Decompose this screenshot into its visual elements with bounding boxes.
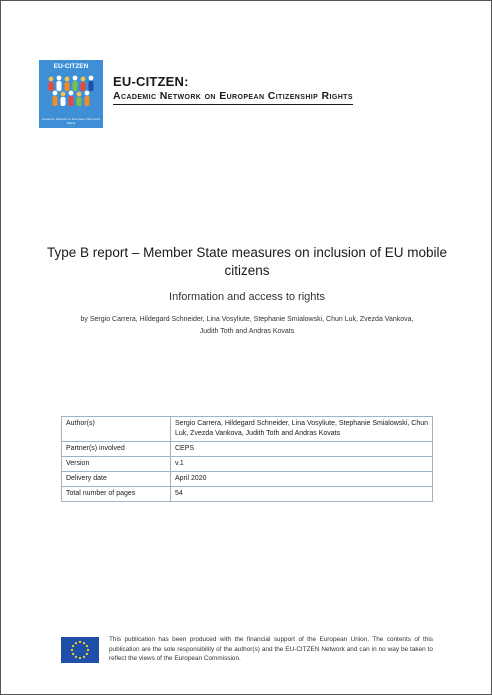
logo-subtitle: Academic Network on European Citizenship Rights xyxy=(41,117,101,125)
eu-flag-icon xyxy=(61,637,99,663)
table-label: Version xyxy=(62,457,171,472)
table-value: v.1 xyxy=(171,457,433,472)
funding-disclaimer xyxy=(61,635,433,669)
people-crowd-icon xyxy=(43,73,99,115)
network-subtitle: Academic Network on European Citizenship Rights xyxy=(113,90,353,105)
network-title: EU-CITZEN: xyxy=(113,74,189,89)
table-label: Delivery date xyxy=(62,472,171,487)
table-value: 54 xyxy=(171,487,433,502)
table-value: April 2020 xyxy=(171,472,433,487)
report-subtitle: Information and access to rights xyxy=(169,291,325,303)
table-label: Partner(s) involved xyxy=(62,442,171,457)
table-value: CEPS xyxy=(171,442,433,457)
logo-title: EU-CITZEN xyxy=(53,63,89,70)
table-row xyxy=(62,457,433,472)
table-row xyxy=(62,487,433,502)
table-value: Sergio Carrera, Hildegard Schneider, Lina Vosyliute, Stephanie Smialowski, Chun Luk, Zvezda Vankova, Judith Toth and Andras Kovats xyxy=(171,417,433,442)
table-row xyxy=(62,417,433,442)
eu-citzen-logo xyxy=(39,60,103,128)
table-row xyxy=(62,472,433,487)
funding-text: This publication has been produced with the financial support of the European Union. The contents of this publication are the sole responsibility of the author(s) and the EU-CITZEN Network and can in no way be taken to reflect the views of the European Commission. xyxy=(109,636,433,662)
report-authors: by Sergio Carrera, Hildegard Schneider, Lina Vosyliute, Stephanie Smialowski, Chun Luk, Zvezda Vankova, Judith Toth and Andras Kovats xyxy=(80,316,414,335)
document-metadata-table xyxy=(61,416,433,502)
table-label: Author(s) xyxy=(62,417,171,442)
table-row xyxy=(62,442,433,457)
table-label: Total number of pages xyxy=(62,487,171,502)
report-title: Type B report – Member State measures on inclusion of EU mobile citizens xyxy=(47,245,447,278)
